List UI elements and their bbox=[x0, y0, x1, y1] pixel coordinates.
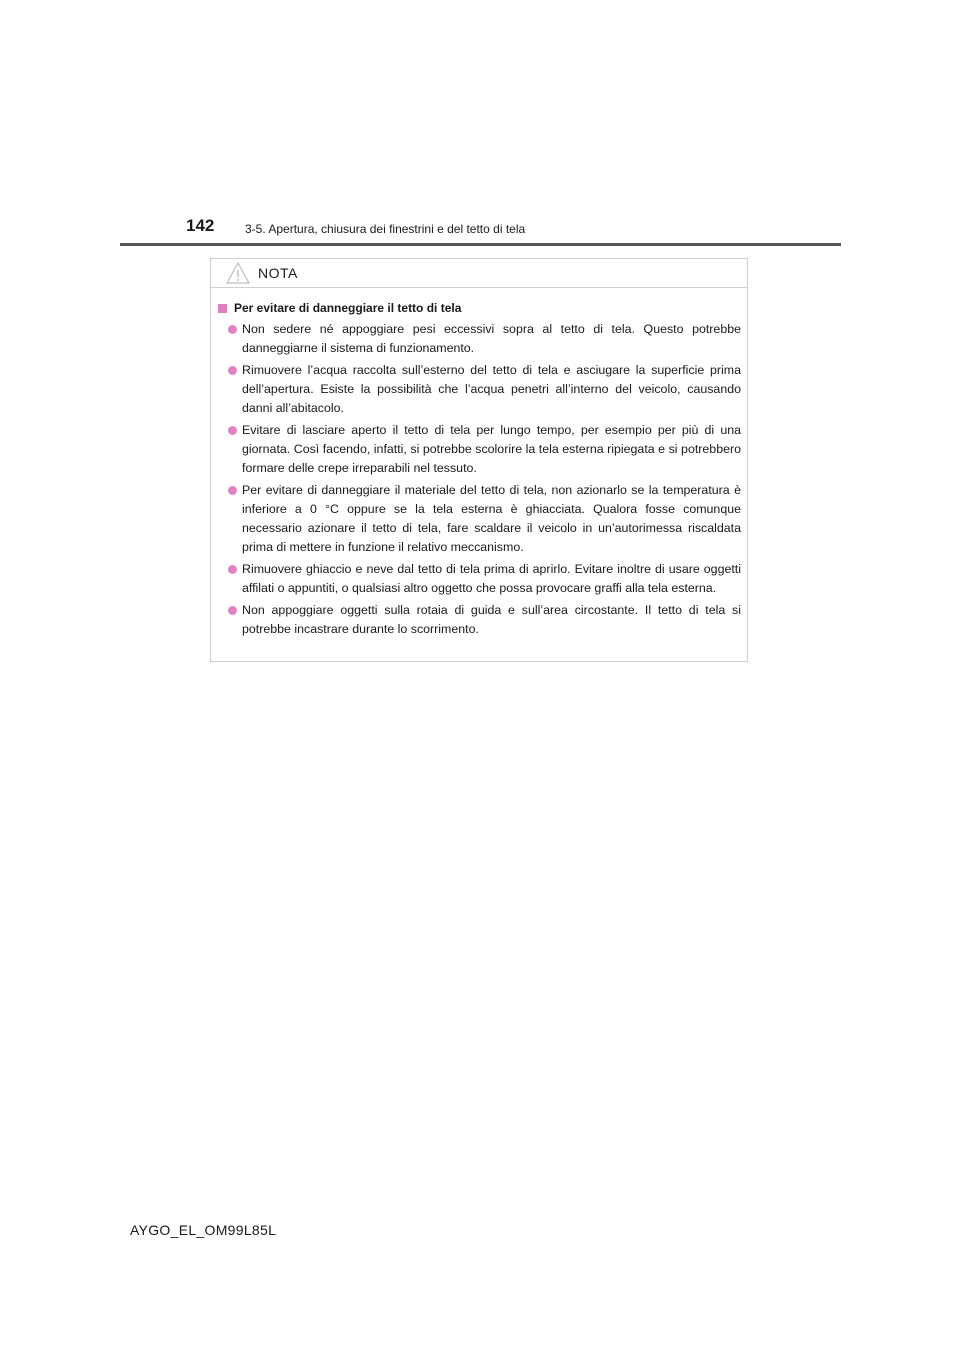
list-item bbox=[218, 560, 741, 598]
note-box bbox=[210, 258, 748, 662]
dot-bullet-icon bbox=[228, 486, 237, 495]
list-item bbox=[218, 601, 741, 639]
square-bullet-icon bbox=[218, 304, 227, 313]
dot-bullet-icon bbox=[228, 565, 237, 574]
note-subheading-text: Per evitare di danneggiare il tetto di tela bbox=[234, 301, 462, 315]
list-item bbox=[218, 320, 741, 358]
note-header bbox=[211, 259, 747, 288]
note-item-list bbox=[218, 320, 741, 639]
note-body bbox=[211, 288, 747, 639]
dot-bullet-icon bbox=[228, 325, 237, 334]
list-item-text: Per evitare di danneggiare il materiale del tetto di tela, non azionarlo se la temperatura è inferiore a 0 °C oppure se la tela esterna è ghiacciata. Qualora fosse comunque necessario azionare il tetto di tela, fare scaldare il veicolo in un’autorimessa riscaldata prima di mettere in funzione il relativo meccanismo. bbox=[242, 483, 741, 554]
list-item-text: Non sedere né appoggiare pesi eccessivi sopra al tetto di tela. Questo potrebbe danneggiarne il sistema di funzionamento. bbox=[242, 322, 741, 355]
list-item-text: Rimuovere l’acqua raccolta sull’esterno del tetto di tela e asciugare la superficie prima dell’apertura. Esiste la possibilità che l’acqua penetri all’interno del veicolo, causando danni all’abitacolo. bbox=[242, 363, 741, 415]
note-subheading bbox=[218, 300, 741, 316]
section-title: 3-5. Apertura, chiusura dei finestrini e del tetto di tela bbox=[245, 222, 526, 236]
list-item-text: Rimuovere ghiaccio e neve dal tetto di tela prima di aprirlo. Evitare inoltre di usare oggetti affilati o appuntiti, o qualsiasi altro oggetto che possa provocare graffi alla tela esterna. bbox=[242, 562, 741, 595]
dot-bullet-icon bbox=[228, 426, 237, 435]
list-item bbox=[218, 421, 741, 478]
dot-bullet-icon bbox=[228, 606, 237, 615]
list-item bbox=[218, 481, 741, 557]
list-item-text: Evitare di lasciare aperto il tetto di tela per lungo tempo, per esempio per più di una giornata. Così facendo, infatti, si potrebbe scolorire la tela esterna ripiegata e si potrebbero formare delle crepe irreparabili nel tessuto. bbox=[242, 423, 741, 475]
header-divider bbox=[120, 243, 841, 246]
note-title: NOTA bbox=[258, 265, 298, 281]
list-item bbox=[218, 361, 741, 418]
list-item-text: Non appoggiare oggetti sulla rotaia di guida e sull’area circostante. Il tetto di tela si potrebbe incastrare durante lo scorrimento. bbox=[242, 603, 741, 636]
warning-triangle-icon bbox=[225, 261, 251, 285]
page-number: 142 bbox=[186, 216, 215, 235]
document-code: AYGO_EL_OM99L85L bbox=[130, 1222, 277, 1238]
dot-bullet-icon bbox=[228, 366, 237, 375]
